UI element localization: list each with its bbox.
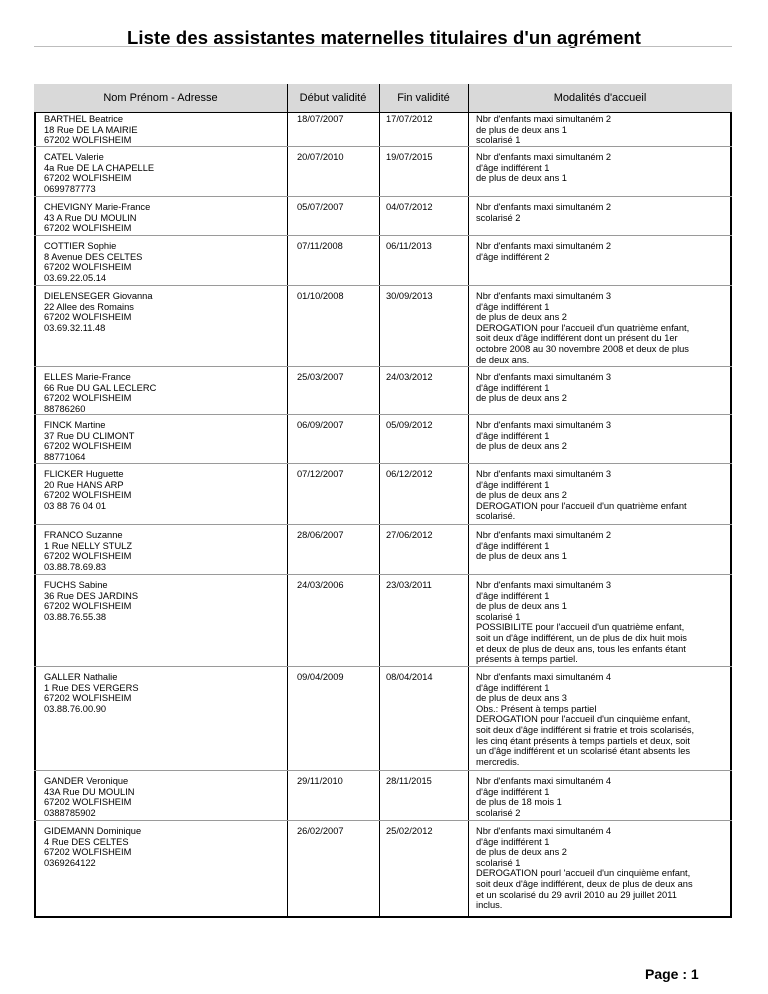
nanny-name-address: FUCHS Sabine 36 Rue DES JARDINS 67202 WOLFISHEIM 03.88.76.55.38: [44, 580, 139, 622]
reception-modalities: Nbr d'enfants maxi simultaném 4 d'âge indifférent 1 de plus de deux ans 2 scolarisé 1 DEROGATION pourl 'accueil d'un cinquième enfant, soit deux d'âge indifférent, deux de plus de deux ans et un scolarisé du 29 avril 2010 au 29 juillet 2011 inclus.: [476, 826, 693, 911]
validity-end: 30/09/2013: [386, 291, 433, 301]
row-divider: [34, 285, 732, 286]
reception-modalities: Nbr d'enfants maxi simultaném 3 d'âge indifférent 1 de plus de deux ans 2 DEROGATION pour l'accueil d'un quatrième enfant scolarisé.: [476, 469, 687, 522]
validity-start: 09/04/2009: [297, 672, 344, 682]
validity-start: 25/03/2007: [297, 372, 344, 382]
validity-start: 05/07/2007: [297, 202, 344, 212]
validity-start: 24/03/2006: [297, 580, 344, 590]
reception-modalities: Nbr d'enfants maxi simultaném 2 d'âge indifférent 1 de plus de deux ans 1: [476, 152, 612, 184]
row-divider: [34, 820, 732, 821]
nanny-name-address: DIELENSEGER Giovanna 22 Allee des Romains 67202 WOLFISHEIM 03.69.32.11.48: [44, 291, 153, 333]
validity-start: 06/09/2007: [297, 420, 344, 430]
row-divider: [34, 574, 732, 575]
validity-end: 27/06/2012: [386, 530, 433, 540]
nanny-name-address: BARTHEL Beatrice 18 Rue DE LA MAIRIE 67202 WOLFISHEIM: [44, 114, 138, 146]
validity-start: 07/12/2007: [297, 469, 344, 479]
row-divider: [34, 666, 732, 667]
nanny-name-address: GIDEMANN Dominique 4 Rue DES CELTES 67202 WOLFISHEIM 0369264122: [44, 826, 142, 868]
reception-modalities: Nbr d'enfants maxi simultaném 2 d'âge indifférent 2: [476, 241, 612, 262]
validity-end: 04/07/2012: [386, 202, 433, 212]
header-name-address: Nom Prénom - Adresse: [103, 92, 218, 104]
validity-end: 06/12/2012: [386, 469, 433, 479]
nanny-name-address: COTTIER Sophie 8 Avenue DES CELTES 67202 WOLFISHEIM 03.69.22.05.14: [44, 241, 143, 283]
validity-end: 06/11/2013: [386, 241, 432, 251]
row-divider: [34, 366, 732, 367]
reception-modalities: Nbr d'enfants maxi simultaném 3 d'âge indifférent 1 de plus de deux ans 2 DEROGATION pour l'accueil d'un quatrième enfant, soit deux d'âge indifférent dont un présent du 1er octobre 2008 au 30 novembre 2008 et deux de plus de deux ans.: [476, 291, 690, 365]
header-start-date: Début validité: [299, 92, 367, 104]
table-header: [34, 84, 732, 113]
nanny-name-address: CATEL Valerie 4a Rue DE LA CHAPELLE 67202 WOLFISHEIM 0699787773: [44, 152, 155, 194]
nanny-name-address: FLICKER Huguette 20 Rue HANS ARP 67202 WOLFISHEIM 03 88 76 04 01: [44, 469, 132, 511]
validity-end: 08/04/2014: [386, 672, 433, 682]
validity-end: 24/03/2012: [386, 372, 433, 382]
validity-start: 18/07/2007: [297, 114, 344, 124]
nanny-name-address: GALLER Nathalie 1 Rue DES VERGERS 67202 WOLFISHEIM 03.88.76.00.90: [44, 672, 139, 714]
row-divider: [34, 146, 732, 147]
page-number: Page : 1: [645, 966, 699, 982]
reception-modalities: Nbr d'enfants maxi simultaném 3 d'âge indifférent 1 de plus de deux ans 1 scolarisé 1 POSSIBILITE pour l'accueil d'un quatrième enfant, soit un d'âge indifférent, un de plus de dix huit mois et deux de plus de deux ans, tous les enfants étant présents à temps partiel.: [476, 580, 687, 665]
header-end-date: Fin validité: [397, 92, 450, 104]
reception-modalities: Nbr d'enfants maxi simultaném 3 d'âge indifférent 1 de plus de deux ans 2: [476, 420, 612, 452]
validity-start: 28/06/2007: [297, 530, 344, 540]
row-divider: [34, 196, 732, 197]
validity-end: 23/03/2011: [386, 580, 432, 590]
validity-start: 29/11/2010: [297, 776, 343, 786]
nanny-name-address: FINCK Martine 37 Rue DU CLIMONT 67202 WOLFISHEIM 88771064: [44, 420, 135, 462]
validity-end: 28/11/2015: [386, 776, 432, 786]
reception-modalities: Nbr d'enfants maxi simultaném 2 d'âge indifférent 1 de plus de deux ans 1: [476, 530, 612, 562]
validity-start: 07/11/2008: [297, 241, 343, 251]
reception-modalities: Nbr d'enfants maxi simultaném 3 d'âge indifférent 1 de plus de deux ans 2: [476, 372, 612, 404]
reception-modalities: Nbr d'enfants maxi simultaném 2 de plus de deux ans 1 scolarisé 1: [476, 114, 612, 146]
nanny-name-address: CHEVIGNY Marie-France 43 A Rue DU MOULIN 67202 WOLFISHEIM: [44, 202, 151, 234]
title-divider: [34, 46, 732, 47]
validity-end: 25/02/2012: [386, 826, 433, 836]
reception-modalities: Nbr d'enfants maxi simultaném 2 scolarisé 2: [476, 202, 612, 223]
validity-start: 26/02/2007: [297, 826, 344, 836]
row-divider: [34, 524, 732, 525]
reception-modalities: Nbr d'enfants maxi simultaném 4 d'âge indifférent 1 de plus de deux ans 3 Obs.: Présent à temps partiel DEROGATION pour l'accueil d'un cinquième enfant, soit deux d'âge indifférent si fratrie et trois scolarisés, les cinq étant présents à temps partiels et deux, soit un d'âge indifférent et un scolarisé étant absents les mercredis.: [476, 672, 695, 767]
nanny-name-address: ELLES Marie-France 66 Rue DU GAL LECLERC 67202 WOLFISHEIM 88786260: [44, 372, 157, 414]
validity-start: 20/07/2010: [297, 152, 344, 162]
row-divider: [34, 235, 732, 236]
page-title: Liste des assistantes maternelles titulaires d'un agrément: [127, 27, 641, 48]
column-divider: [379, 84, 380, 918]
header-modalities: Modalités d'accueil: [553, 92, 647, 104]
row-divider: [34, 414, 732, 415]
validity-end: 05/09/2012: [386, 420, 433, 430]
row-divider: [34, 770, 732, 771]
nanny-name-address: FRANCO Suzanne 1 Rue NELLY STULZ 67202 WOLFISHEIM 03.88.78.69.83: [44, 530, 133, 572]
validity-end: 19/07/2015: [386, 152, 433, 162]
reception-modalities: Nbr d'enfants maxi simultaném 4 d'âge indifférent 1 de plus de 18 mois 1 scolarisé 2: [476, 776, 612, 818]
column-divider: [287, 84, 288, 918]
validity-end: 17/07/2012: [386, 114, 433, 124]
nanny-name-address: GANDER Veronique 43A Rue DU MOULIN 67202 WOLFISHEIM 0388785902: [44, 776, 135, 818]
column-divider: [468, 84, 469, 918]
row-divider: [34, 463, 732, 464]
validity-start: 01/10/2008: [297, 291, 344, 301]
